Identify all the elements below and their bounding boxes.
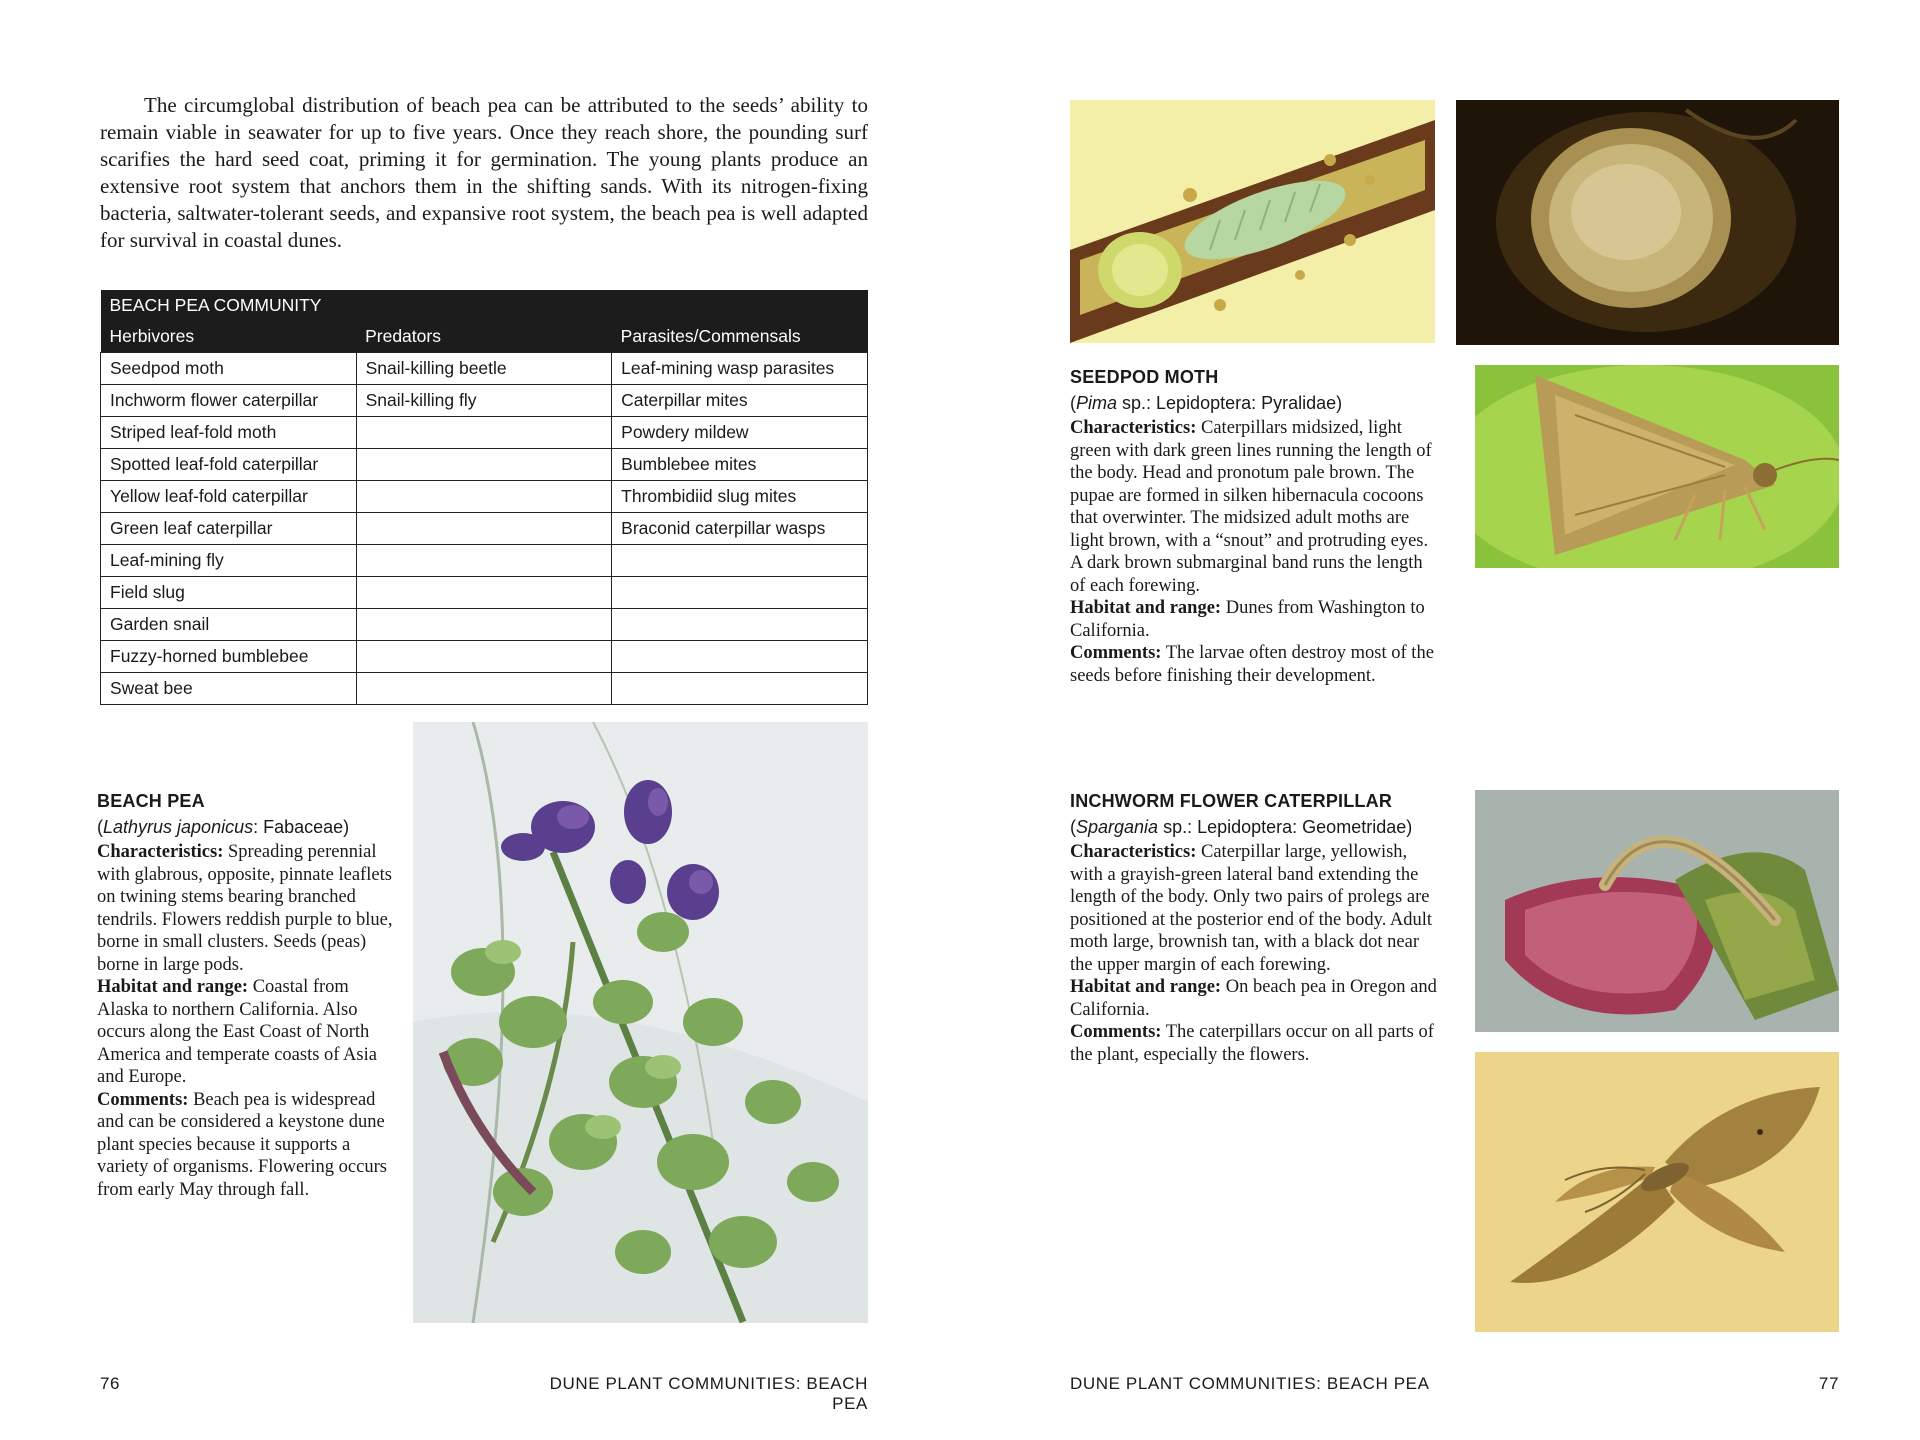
table-row [101, 673, 868, 705]
page-number-left: 76 [100, 1374, 121, 1393]
table-cell: Snail-killing beetle [356, 353, 612, 385]
entry-title: BEACH PEA [97, 791, 205, 811]
table-title: BEACH PEA COMMUNITY [101, 290, 868, 321]
beach-pea-community-table [100, 290, 868, 705]
table-cell: Yellow leaf-fold caterpillar [101, 481, 357, 513]
table-row [101, 641, 868, 673]
table-cell [356, 673, 612, 705]
table-cell [356, 545, 612, 577]
entry-title: INCHWORM FLOWER CATERPILLAR [1070, 791, 1393, 811]
table-cell: Leaf-mining wasp parasites [612, 353, 868, 385]
table-cell: Field slug [101, 577, 357, 609]
table-cell [356, 513, 612, 545]
entry-taxonomy: (Pima sp.: Lepidoptera: Pyralidae) [1070, 392, 1343, 413]
table-cell: Sweat bee [101, 673, 357, 705]
habitat-range: Habitat and range: Coastal from Alaska to northern California. Also occurs along the East Coast of North America and temperate coasts of Asia and Europe. [97, 977, 377, 1087]
table-header-parasites: Parasites/Commensals [612, 321, 868, 353]
page-number-right: 77 [1818, 1374, 1839, 1393]
table-row [101, 481, 868, 513]
table-row [101, 545, 868, 577]
beach-pea-entry [97, 790, 397, 1201]
table-header-herbivores: Herbivores [101, 321, 357, 353]
table-cell [356, 577, 612, 609]
table-cell [612, 577, 868, 609]
table-cell [356, 609, 612, 641]
right-page [960, 0, 1920, 1440]
running-head-right: DUNE PLANT COMMUNITIES: BEACH PEA [1070, 1374, 1430, 1393]
table-header-predators: Predators [356, 321, 612, 353]
table-cell: Leaf-mining fly [101, 545, 357, 577]
table-cell: Powdery mildew [612, 417, 868, 449]
table-cell [356, 481, 612, 513]
entry-taxonomy: (Lathyrus japonicus: Fabaceae) [97, 816, 350, 837]
seedpod-moth-entry [1070, 366, 1440, 687]
table-row [101, 353, 868, 385]
table-body [101, 353, 868, 705]
table-cell [612, 641, 868, 673]
table-cell: Snail-killing fly [356, 385, 612, 417]
table-cell [612, 545, 868, 577]
table-cell: Braconid caterpillar wasps [612, 513, 868, 545]
table-cell [612, 673, 868, 705]
inchworm-entry [1070, 790, 1440, 1066]
table-cell: Striped leaf-fold moth [101, 417, 357, 449]
intro-paragraph: The circumglobal distribution of beach pea can be attributed to the seeds’ ability to remain viable in seawater for up to five years. Once they reach shore, the pounding surf scarifies the hard seed coat, priming it for germination. The young plants produce an extensive root system that anchors them in the shifting sands. With its nitrogen-fixing bacteria, saltwater-tolerant seeds, and expansive root system, the beach pea is well adapted for survival in coastal dunes. [100, 93, 868, 252]
characteristics: Characteristics: Caterpillars midsized, light green with dark green lines running the length of the body. Head and pronotum pale brown. The pupae are formed in silken hibernacula cocoons that overwinter. The midsized adult moths are light brown, with a “snout” and protruding eyes. A dark brown submarginal band runs the length of each forewing. [1070, 418, 1432, 596]
table-row [101, 609, 868, 641]
table-row [101, 577, 868, 609]
table-cell [356, 449, 612, 481]
seedpod-adult-moth-photo [1475, 365, 1839, 568]
table-row [101, 513, 868, 545]
table-row [101, 449, 868, 481]
table-cell: Thrombidiid slug mites [612, 481, 868, 513]
table-cell: Inchworm flower caterpillar [101, 385, 357, 417]
seedpod-larva-photo [1070, 100, 1435, 343]
table-cell: Seedpod moth [101, 353, 357, 385]
table-row [101, 417, 868, 449]
table-cell: Garden snail [101, 609, 357, 641]
table-cell: Spotted leaf-fold caterpillar [101, 449, 357, 481]
comments: Comments: The caterpillars occur on all parts of the plant, especially the flowers. [1070, 1022, 1434, 1065]
table-cell [356, 417, 612, 449]
table-cell: Fuzzy-horned bumblebee [101, 641, 357, 673]
inchworm-adult-moth-photo [1475, 1052, 1839, 1332]
table-row [101, 385, 868, 417]
table-cell [612, 609, 868, 641]
habitat-range: Habitat and range: On beach pea in Oregon and California. [1070, 977, 1437, 1020]
inchworm-caterpillar-photo [1475, 790, 1839, 1032]
running-head-left: DUNE PLANT COMMUNITIES: BEACH PEA [549, 1374, 868, 1413]
characteristics: Characteristics: Spreading perennial with glabrous, opposite, pinnate leaflets on twining stems bearing branched tendrils. Flowers reddish purple to blue, borne in small clusters. Seeds (peas) borne in large pods. [97, 842, 393, 975]
table-cell: Bumblebee mites [612, 449, 868, 481]
table-cell: Green leaf caterpillar [101, 513, 357, 545]
beach-pea-photo [413, 722, 868, 1323]
seedpod-cocoon-photo [1456, 100, 1839, 345]
characteristics: Characteristics: Caterpillar large, yellowish, with a grayish-green lateral band extending the length of the body. Only two pairs of prolegs are positioned at the posterior end of the body. Adult moth large, brownish tan, with a black dot near the upper margin of each forewing. [1070, 842, 1433, 975]
entry-title: SEEDPOD MOTH [1070, 367, 1219, 387]
entry-taxonomy: (Spargania sp.: Lepidoptera: Geometridae) [1070, 816, 1413, 837]
comments: Comments: The larvae often destroy most of the seeds before finishing their development. [1070, 643, 1434, 686]
table-cell: Caterpillar mites [612, 385, 868, 417]
table-cell [356, 641, 612, 673]
comments: Comments: Beach pea is widespread and can be considered a keystone dune plant species because it supports a variety of organisms. Flowering occurs from early May through fall. [97, 1089, 387, 1200]
habitat-range: Habitat and range: Dunes from Washington to California. [1070, 598, 1425, 641]
